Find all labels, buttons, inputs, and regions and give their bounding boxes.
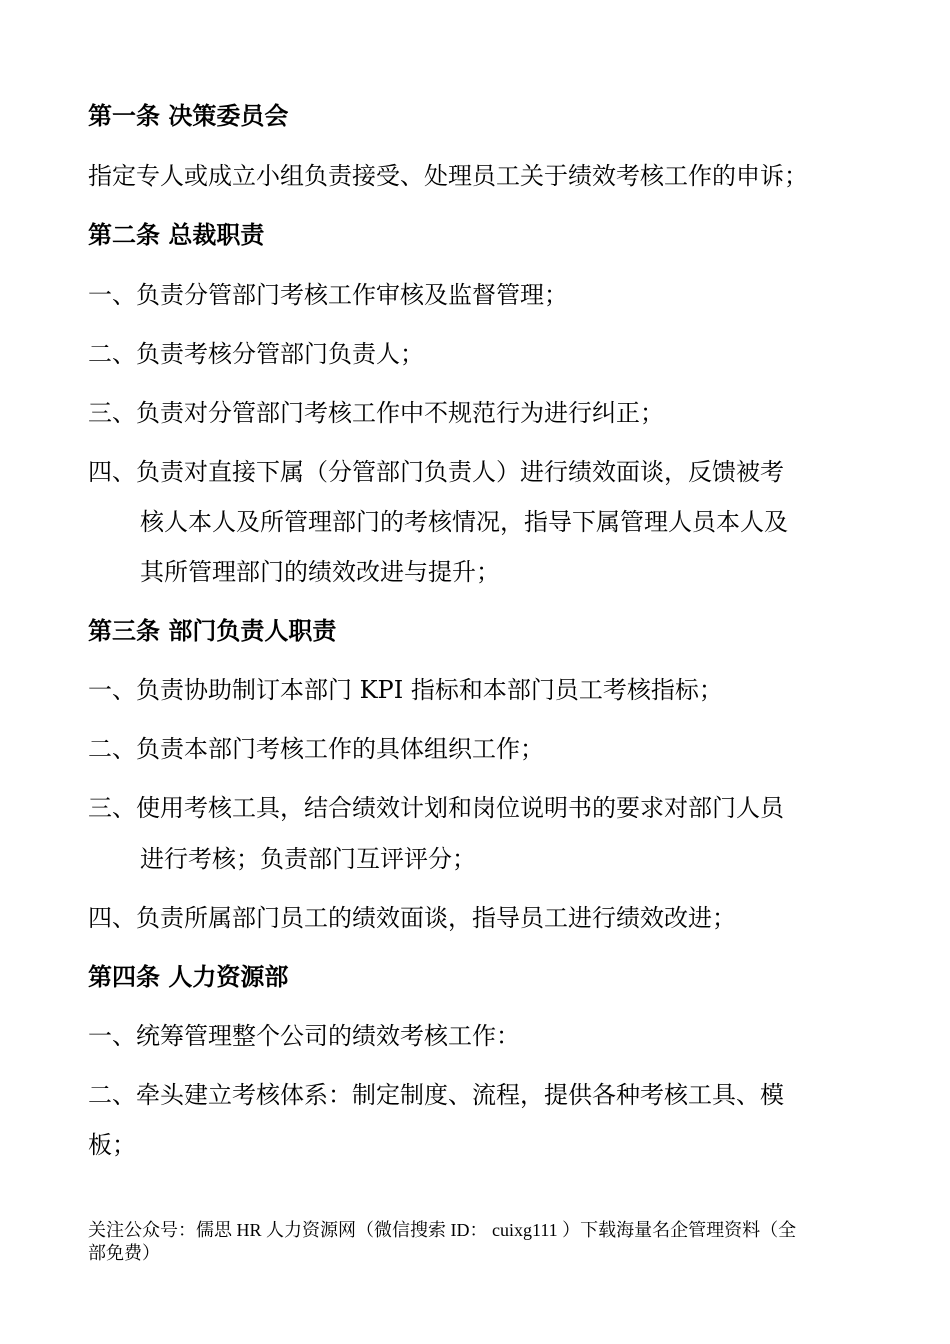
section-3-line-5: 四、负责所属部门员工的绩效面谈，指导员工进行绩效改进； [88, 904, 736, 932]
section-4-line-2: 二、牵头建立考核体系：制定制度、流程，提供各种考核工具、模 [88, 1081, 784, 1109]
section-3-line-2: 二、负责本部门考核工作的具体组织工作； [88, 735, 544, 763]
section-3-heading: 第三条 部门负责人职责 [88, 617, 337, 645]
section-2-line-2: 二、负责考核分管部门负责人； [88, 340, 424, 368]
section-2-heading: 第二条 总裁职责 [88, 221, 265, 249]
section-2-line-6: 其所管理部门的绩效改进与提升； [140, 558, 500, 586]
section-2-line-4: 四、负责对直接下属（分管部门负责人）进行绩效面谈，反馈被考 [88, 458, 784, 486]
section-3-line-1: 一、负责协助制订本部门 KPI 指标和本部门员工考核指标； [88, 676, 723, 704]
section-4-heading: 第四条 人力资源部 [88, 963, 289, 991]
footer-line-2: 部免费） [88, 1243, 160, 1263]
section-4-line-3: 板； [88, 1131, 136, 1159]
section-2-line-3: 三、负责对分管部门考核工作中不规范行为进行纠正； [88, 399, 664, 427]
section-2-line-5: 核人本人及所管理部门的考核情况，指导下属管理人员本人及 [140, 508, 788, 536]
section-1-heading: 第一条 决策委员会 [88, 102, 289, 130]
section-4-line-1: 一、统筹管理整个公司的绩效考核工作： [88, 1022, 520, 1050]
section-2-line-1: 一、负责分管部门考核工作审核及监督管理； [88, 281, 568, 309]
section-3-line-3: 三、使用考核工具，结合绩效计划和岗位说明书的要求对部门人员 [88, 794, 784, 822]
section-1-line-1: 指定专人或成立小组负责接受、处理员工关于绩效考核工作的申诉； [88, 162, 808, 190]
section-3-line-4: 进行考核；负责部门互评评分； [140, 845, 476, 873]
footer-line-1: 关注公众号：儒思 HR 人力资源网（微信搜索 ID： cuixg111 ）下载海量名企管理资料（全 [88, 1220, 797, 1240]
